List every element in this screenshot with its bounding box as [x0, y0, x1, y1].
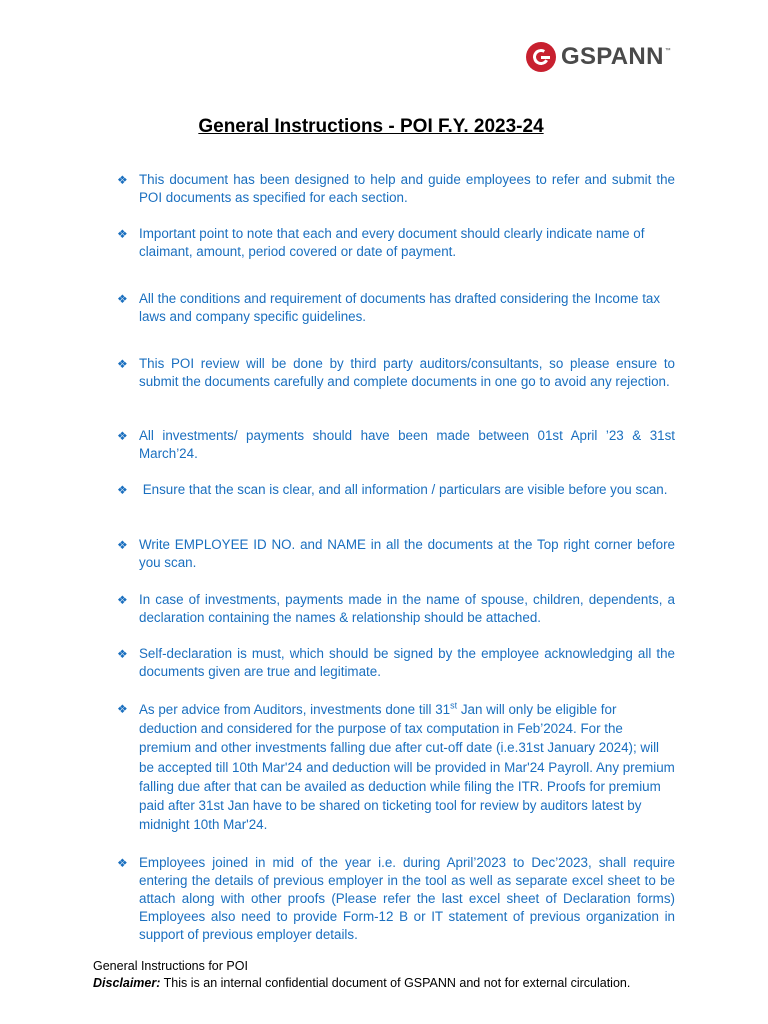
bullet-icon: ❖: [117, 593, 128, 607]
bullet-icon: ❖: [117, 173, 128, 187]
page-title: General Instructions - POI F.Y. 2023-24: [198, 116, 544, 137]
item-text: This POI review will be done by third party auditors/consultants, so please ensure to submit the documents carefully and complete documents in one go to avoid any rejection.: [139, 356, 675, 389]
item-text-sup: st: [450, 700, 458, 711]
page-footer: [93, 958, 630, 992]
gspann-logo: [526, 42, 671, 72]
list-item: [117, 481, 675, 499]
bullet-icon: ❖: [117, 483, 128, 497]
list-item: [117, 591, 675, 627]
list-item: [117, 427, 675, 463]
item-text: Ensure that the scan is clear, and all information / particulars are visible before you scan.: [139, 482, 668, 497]
gspann-logo-icon: [526, 42, 556, 72]
bullet-icon: ❖: [117, 429, 128, 443]
bullet-icon: ❖: [117, 292, 128, 306]
list-item: [117, 171, 675, 207]
item-text: This document has been designed to help and guide employees to refer and submit the POI documents as specified for each section.: [139, 172, 675, 205]
list-item: [117, 355, 675, 391]
bullet-icon: ❖: [117, 227, 128, 241]
item-text-post: Jan will only be eligible for deduction and considered for the purpose of tax computation in Feb’2024. For the premium and other investments falling due after cut-off date (i.e.31st January 2024); will be accepted till 10th Mar'24 and deduction will be provided in Mar'24 Payroll. Any premium falling due after that can be availed as deduction while filing the ITR. Proofs for premium paid after 31st Jan have to be shared on ticketing tool for review by auditors latest by midnight 10th Mar'24.: [139, 702, 675, 833]
bullet-icon: ❖: [117, 357, 128, 371]
item-text: Self-declaration is must, which should be signed by the employee acknowledging all the documents given are true and legitimate.: [139, 646, 675, 679]
item-text: Employees joined in mid of the year i.e. during April’2023 to Dec’2023, shall require entering the details of previous employer in the tool as well as separate excel sheet to be attach along with other proofs (Please refer the last excel sheet of Declaration forms) Employees also need to provide Form-12 B or IT statement of previous organization in support of previous employer details.: [139, 855, 675, 942]
list-item: [117, 700, 675, 834]
list-item: [117, 854, 675, 944]
logo-text: GSPANN: [561, 43, 664, 70]
logo-trademark: ™: [664, 48, 671, 54]
footer-title: General Instructions for POI: [93, 959, 248, 973]
bullet-icon: ❖: [117, 856, 128, 870]
item-text-pre: As per advice from Auditors, investments done till 31: [139, 702, 451, 717]
bullet-icon: ❖: [117, 702, 128, 716]
list-item: [117, 645, 675, 681]
list-item: [117, 225, 675, 261]
item-text: All investments/ payments should have been made between 01st April ’23 & 31st March’24.: [139, 428, 675, 461]
item-text: In case of investments, payments made in the name of spouse, children, dependents, a declaration containing the names & relationship should be attached.: [139, 592, 675, 625]
disclaimer-label: Disclaimer:: [93, 976, 161, 990]
item-text: [139, 700, 675, 834]
disclaimer-text: This is an internal confidential document of GSPANN and not for external circulation.: [160, 976, 631, 990]
footer-disclaimer: [93, 975, 630, 992]
item-text: Important point to note that each and every document should clearly indicate name of claimant, amount, period covered or date of payment.: [139, 226, 645, 259]
bullet-icon: ❖: [117, 538, 128, 552]
item-text: Write EMPLOYEE ID NO. and NAME in all the documents at the Top right corner before you scan.: [139, 537, 675, 570]
list-item: [117, 536, 675, 572]
list-item: [117, 290, 675, 326]
bullet-icon: ❖: [117, 647, 128, 661]
item-text: All the conditions and requirement of documents has drafted considering the Income tax laws and company specific guidelines.: [139, 291, 661, 324]
